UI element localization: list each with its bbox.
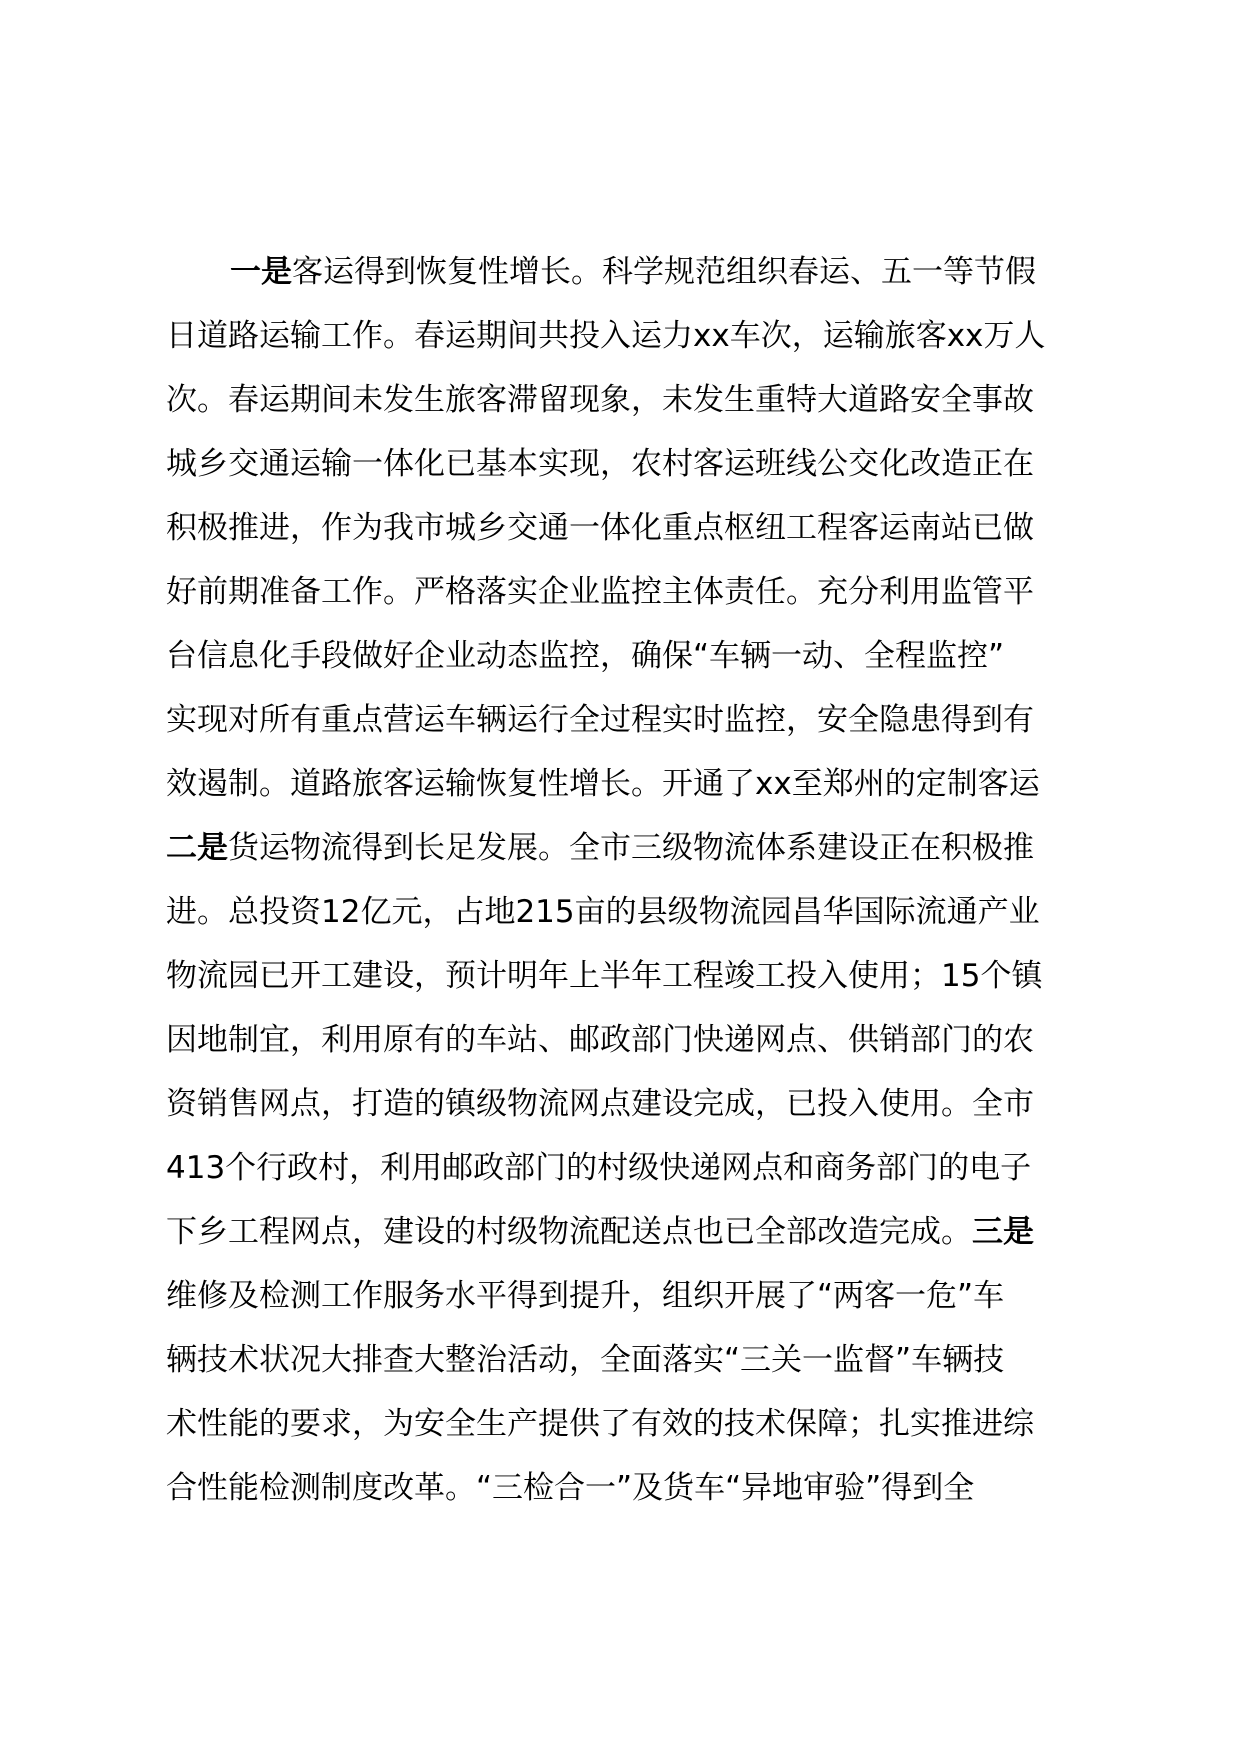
text-segment: 物流园已开工建设，预计明年上半年工程竣工投入使用；15个镇 — [166, 958, 1043, 994]
text-line — [166, 432, 1106, 496]
text-line — [166, 1136, 1106, 1200]
text-segment: 辆技术状况大排查大整治活动，全面落实“三关一监督”车辆技 — [166, 1342, 1005, 1378]
text-line — [166, 880, 1106, 944]
text-segment: 资销售网点，打造的镇级物流网点建设完成，已投入使用。全市 — [166, 1086, 1034, 1122]
text-line — [166, 752, 1106, 816]
text-line — [166, 944, 1106, 1008]
text-line — [166, 304, 1106, 368]
text-line — [166, 368, 1106, 432]
text-segment: 下乡工程网点，建设的村级物流配送点也已全部改造完成。 — [166, 1214, 972, 1250]
text-segment: 合性能检测制度改革。“三检合一”及货车“异地审验”得到全 — [166, 1470, 975, 1506]
section-marker: 一是 — [230, 254, 292, 290]
text-line — [166, 560, 1106, 624]
text-line — [166, 1008, 1106, 1072]
text-line — [166, 1328, 1106, 1392]
text-line — [166, 688, 1106, 752]
text-segment: 货运物流得到长足发展。全市三级物流体系建设正在积极推 — [228, 830, 1034, 866]
section-marker: 二是 — [166, 830, 228, 866]
text-segment: 日道路运输工作。春运期间共投入运力xx车次，运输旅客xx万人 — [166, 318, 1046, 354]
text-line — [166, 816, 1106, 880]
text-segment: 积极推进，作为我市城乡交通一体化重点枢纽工程客运南站已做 — [166, 510, 1034, 546]
body-paragraph — [166, 240, 1106, 1520]
text-line — [166, 1200, 1106, 1264]
text-segment: 维修及检测工作服务水平得到提升，组织开展了“两客一危”车 — [166, 1278, 1005, 1314]
text-segment: 413个行政村，利用邮政部门的村级快递网点和商务部门的电子 — [166, 1150, 1032, 1186]
text-segment: 效遏制。道路旅客运输恢复性增长。开通了xx至郑州的定制客运 — [166, 766, 1040, 802]
text-segment: 实现对所有重点营运车辆运行全过程实时监控，安全隐患得到有 — [166, 702, 1034, 738]
text-segment: 次。春运期间未发生旅客滞留现象，未发生重特大道路安全事故 — [166, 382, 1034, 418]
text-line — [166, 1392, 1106, 1456]
text-line — [166, 1072, 1106, 1136]
text-segment: 客运得到恢复性增长。科学规范组织春运、五一等节假 — [292, 254, 1036, 290]
section-marker: 三是 — [972, 1214, 1034, 1250]
text-segment: 进。总投资12亿元，占地215亩的县级物流园昌华国际流通产业 — [166, 894, 1040, 930]
text-line — [166, 1456, 1106, 1520]
text-segment: 台信息化手段做好企业动态监控，确保“车辆一动、全程监控” — [166, 638, 1005, 674]
text-line — [166, 624, 1106, 688]
text-segment: 因地制宜，利用原有的车站、邮政部门快递网点、供销部门的农 — [166, 1022, 1034, 1058]
text-segment: 城乡交通运输一体化已基本实现，农村客运班线公交化改造正在 — [166, 446, 1034, 482]
text-line — [166, 1264, 1106, 1328]
text-line — [166, 240, 1106, 304]
text-line — [166, 496, 1106, 560]
text-segment: 术性能的要求，为安全生产提供了有效的技术保障；扎实推进综 — [166, 1406, 1034, 1442]
text-segment: 好前期准备工作。严格落实企业监控主体责任。充分利用监管平 — [166, 574, 1034, 610]
